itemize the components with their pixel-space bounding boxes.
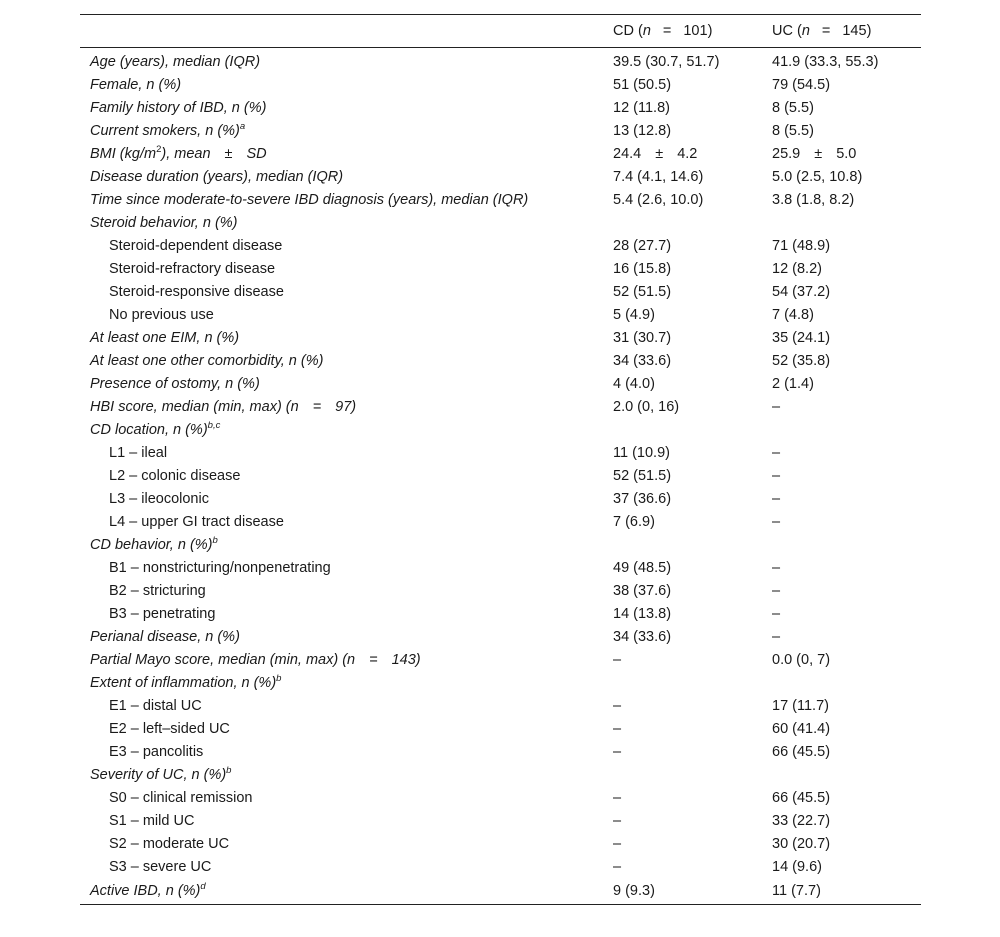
row-label: Female, n (%) (90, 76, 182, 93)
row-label: Family history of IBD, n (%) (90, 99, 267, 116)
cd-value: 7.4 (4.1, 14.6) (613, 168, 704, 185)
table-row (80, 326, 921, 349)
table-row (80, 809, 921, 832)
uc-value: 60 (41.4) (772, 720, 831, 737)
uc-value: 2 (1.4) (772, 375, 814, 392)
table-row (80, 510, 921, 533)
header-uc-column: UC (n = 145) (762, 15, 921, 48)
row-label: Severity of UC, n (%)$^b$ (90, 764, 232, 783)
cd-value: – (613, 812, 622, 829)
uc-value: – (772, 444, 781, 461)
table-row (80, 257, 921, 280)
table-row (80, 625, 921, 648)
uc-value: 66 (45.5) (772, 789, 831, 806)
uc-value: – (772, 582, 781, 599)
row-label: L1 – ileal (109, 444, 168, 461)
table-header-row (80, 15, 921, 48)
uc-value (762, 533, 921, 556)
uc-value: 5.0 (2.5, 10.8) (772, 168, 863, 185)
table-row (80, 142, 921, 165)
cd-value: 52 (51.5) (613, 283, 672, 300)
row-label: S2 – moderate UC (109, 835, 230, 852)
row-label: BMI $(kg/m^2)$, mean ± SD (90, 143, 267, 162)
header-cd-column: CD (n = 101) (603, 15, 762, 48)
uc-value: 17 (11.7) (772, 697, 829, 714)
uc-value: 8 (5.5) (772, 99, 814, 116)
table-row (80, 832, 921, 855)
table-row (80, 648, 921, 671)
cd-value: – (613, 789, 622, 806)
cd-value: – (613, 743, 622, 760)
row-label: HBI score, median (min, max) (n = 97) (90, 398, 357, 415)
row-label: CD behavior, n (%)$^b$ (90, 534, 218, 553)
cd-value: 12 (11.8) (613, 99, 670, 116)
row-label: Steroid-responsive disease (109, 283, 284, 300)
uc-value: 7 (4.8) (772, 306, 814, 323)
row-label: S1 – mild UC (109, 812, 195, 829)
cd-value: – (613, 651, 622, 668)
table-row (80, 694, 921, 717)
row-label: B1 – nonstricturing/nonpenetrating (109, 559, 331, 576)
cd-value: 31 (30.7) (613, 329, 672, 346)
cd-value: 34 (33.6) (613, 628, 672, 645)
table-row (80, 211, 921, 234)
table-row (80, 418, 921, 441)
cd-value: 49 (48.5) (613, 559, 672, 576)
row-label: Perianal disease, n (%) (90, 628, 240, 645)
table-row (80, 878, 921, 905)
footnote-marker: b (276, 672, 282, 684)
cd-value: 5.4 (2.6, 10.0) (613, 191, 704, 208)
uc-value: 8 (5.5) (772, 122, 814, 139)
uc-value: 30 (20.7) (772, 835, 831, 852)
cd-value: 5 (4.9) (613, 306, 655, 323)
row-label: CD location, n (%)$^{b,c}$ (90, 419, 221, 438)
cd-value (603, 418, 762, 441)
uc-value: 14 (9.6) (772, 858, 822, 875)
table-row (80, 441, 921, 464)
row-label: Steroid behavior, n (%) (90, 214, 238, 231)
table-row (80, 464, 921, 487)
uc-value: – (772, 513, 781, 530)
table-row (80, 234, 921, 257)
cd-value: – (613, 697, 622, 714)
cd-value (603, 671, 762, 694)
uc-value: 79 (54.5) (772, 76, 831, 93)
cd-value: – (613, 858, 622, 875)
table-row (80, 349, 921, 372)
uc-value (762, 418, 921, 441)
uc-value (762, 211, 921, 234)
row-label: At least one other comorbidity, n (%) (90, 352, 324, 369)
row-label: L3 – ileocolonic (109, 490, 209, 507)
cd-value: 9 (9.3) (603, 878, 762, 905)
cd-value: 7 (6.9) (613, 513, 655, 530)
row-label: B2 – stricturing (109, 582, 206, 599)
baseline-characteristics-table-wrap (80, 14, 921, 905)
table-row (80, 487, 921, 510)
row-label: No previous use (109, 306, 214, 323)
uc-value: – (772, 605, 781, 622)
uc-value: 54 (37.2) (772, 283, 831, 300)
uc-value: – (772, 490, 781, 507)
cd-value: 14 (13.8) (613, 605, 672, 622)
table-row (80, 855, 921, 878)
table-row (80, 280, 921, 303)
row-label: Steroid-refractory disease (109, 260, 276, 277)
footnote-marker: b (212, 534, 218, 546)
uc-value: 25.9 ± 5.0 (772, 145, 857, 162)
cd-value: 16 (15.8) (613, 260, 672, 277)
header-label-column (80, 15, 603, 48)
row-label: Active IBD, n (%)$^d$ (80, 878, 603, 905)
table-row (80, 556, 921, 579)
cd-value: 39.5 (30.7, 51.7) (613, 53, 720, 70)
row-label: Current smokers, n (%)$^a$ (90, 120, 246, 139)
cd-value: 28 (27.7) (613, 237, 672, 254)
row-label: Extent of inflammation, n (%)$^b$ (90, 672, 282, 691)
row-label: S3 – severe UC (109, 858, 212, 875)
table-row (80, 579, 921, 602)
cd-value: – (613, 720, 622, 737)
table-row (80, 763, 921, 786)
cd-value: 34 (33.6) (613, 352, 672, 369)
table-row (80, 73, 921, 96)
uc-value: 35 (24.1) (772, 329, 831, 346)
row-label: Time since moderate-to-severe IBD diagnosis (years), median (IQR) (90, 191, 529, 208)
uc-value: 41.9 (33.3, 55.3) (772, 53, 879, 70)
uc-value: 66 (45.5) (772, 743, 831, 760)
cd-value: 51 (50.5) (613, 76, 672, 93)
footnote-marker: b (226, 764, 232, 776)
uc-value: 71 (48.9) (772, 237, 831, 254)
uc-value: 0.0 (0, 7) (772, 651, 831, 668)
uc-value (762, 671, 921, 694)
cd-value: 24.4 ± 4.2 (613, 145, 698, 162)
uc-value: – (772, 398, 781, 415)
table-row (80, 395, 921, 418)
table-row (80, 188, 921, 211)
uc-value: 11 (7.7) (762, 878, 921, 905)
baseline-characteristics-table (80, 14, 921, 905)
uc-value: 33 (22.7) (772, 812, 831, 829)
cd-value: 2.0 (0, 16) (613, 398, 680, 415)
footnote-marker: a (239, 120, 246, 132)
row-label: B3 – penetrating (109, 605, 216, 622)
row-label: Steroid-dependent disease (109, 237, 283, 254)
uc-value: 3.8 (1.8, 8.2) (772, 191, 855, 208)
uc-value: 12 (8.2) (772, 260, 822, 277)
table-row (80, 717, 921, 740)
cd-value: 38 (37.6) (613, 582, 672, 599)
row-label: Presence of ostomy, n (%) (90, 375, 260, 392)
row-label: E1 – distal UC (109, 697, 202, 714)
uc-value: 52 (35.8) (772, 352, 831, 369)
table-row (80, 303, 921, 326)
row-label: Disease duration (years), median (IQR) (90, 168, 344, 185)
row-label: L4 – upper GI tract disease (109, 513, 284, 530)
table-row (80, 786, 921, 809)
row-label: Age (years), median (IQR) (90, 53, 261, 70)
cd-value (603, 211, 762, 234)
cd-value (603, 763, 762, 786)
cd-value: 13 (12.8) (613, 122, 672, 139)
table-row (80, 671, 921, 694)
table-row (80, 48, 921, 74)
table-row (80, 165, 921, 188)
uc-value: – (772, 467, 781, 484)
table-row (80, 119, 921, 142)
footnote-marker: d (200, 881, 206, 893)
uc-value: – (772, 628, 781, 645)
footnote-marker: b,c (207, 419, 221, 431)
row-label: L2 – colonic disease (109, 467, 241, 484)
cd-value: 11 (10.9) (613, 444, 670, 461)
uc-value (762, 763, 921, 786)
table-row (80, 740, 921, 763)
row-label: S0 – clinical remission (109, 789, 253, 806)
table-row (80, 533, 921, 556)
row-label: E3 – pancolitis (109, 743, 204, 760)
cd-value: – (613, 835, 622, 852)
row-label: Partial Mayo score, median (min, max) (n = 143) (90, 651, 421, 668)
row-label: At least one EIM, n (%) (90, 329, 240, 346)
cd-value: 37 (36.6) (613, 490, 672, 507)
table-row (80, 96, 921, 119)
table-row (80, 602, 921, 625)
table-row (80, 372, 921, 395)
uc-value: – (772, 559, 781, 576)
row-label: E2 – left–sided UC (109, 720, 230, 737)
cd-value (603, 533, 762, 556)
cd-value: 4 (4.0) (613, 375, 655, 392)
cd-value: 52 (51.5) (613, 467, 672, 484)
